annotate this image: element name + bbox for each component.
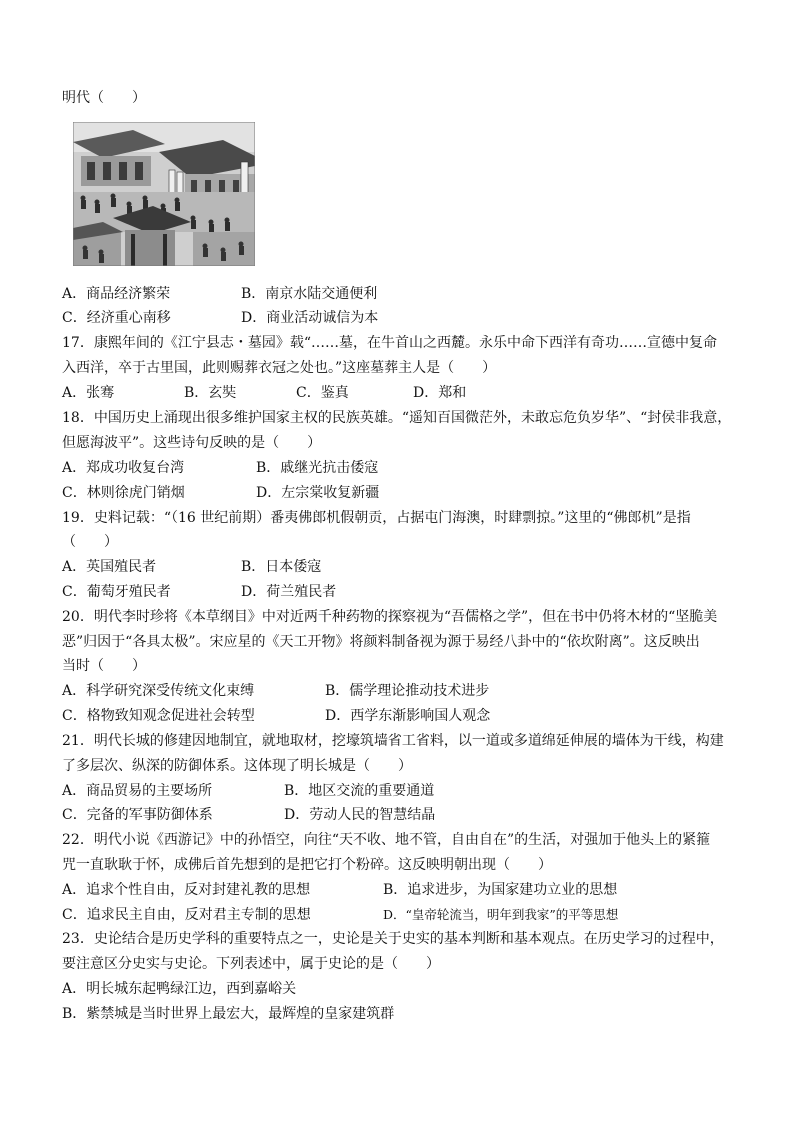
- intro-text: 明代（ ）: [62, 90, 146, 106]
- q20-stem-line2: 恶”归因于“各具太极”。宋应星的《天工开物》将颜料制备视为源于易经八卦中的“依坎附离”。这反映出: [62, 634, 700, 650]
- q16-option-a: A．商品经济繁荣: [62, 286, 171, 302]
- q23-stem-line1: 23．史论结合是历史学科的重要特点之一，史论是关于史实的基本判断和基本观点。在历史学习的过程中，: [62, 931, 724, 947]
- q22-stem-line2: 咒一直耿耿于怀，成佛后首先想到的是把它打个粉碎。这反映明朝出现（ ）: [62, 857, 552, 873]
- ming-market-painting: [73, 122, 255, 266]
- q22-option-a: A．追求个性自由，反对封建礼教的思想: [62, 882, 311, 898]
- q20-option-c: C．格物致知观念促进社会转型: [62, 708, 255, 724]
- q17-option-d: D．郑和: [413, 385, 467, 401]
- q18-option-b: B．戚继光抗击倭寇: [256, 460, 379, 476]
- q17-stem-line1: 17．康熙年间的《江宁县志・墓园》载“……墓，在牛首山之西麓。永乐中命下西洋有奇功……宣德中复命: [62, 335, 717, 351]
- q18-stem-line1: 18．中国历史上涌现出很多维护国家主权的民族英雄。“遥知百国微茫外，未敢忘危负岁华”、“封侯非我意，: [62, 410, 732, 426]
- q17-stem-line2: 入西洋，卒于古里国，此则赐葬衣冠之处也。”这座墓葬主人是（ ）: [62, 360, 497, 376]
- q17-option-b: B．玄奘: [184, 385, 237, 401]
- q18-option-d: D．左宗棠收复新疆: [256, 485, 380, 501]
- q21-option-d: D．劳动人民的智慧结晶: [284, 807, 436, 823]
- q22-option-d: D．“皇帝轮流当，明年到我家”的平等思想: [383, 907, 619, 922]
- q21-option-b: B．地区交流的重要通道: [284, 783, 435, 799]
- q21-option-c: C．完备的军事防御体系: [62, 807, 213, 823]
- q18-stem-line2: 但愿海波平”。这些诗句反映的是（ ）: [62, 435, 322, 451]
- q17-option-c: C．鉴真: [296, 385, 349, 401]
- q19-option-b: B．日本倭寇: [241, 559, 322, 575]
- q22-stem-line1: 22．明代小说《西游记》中的孙悟空，向往“天不收、地不管，自由自在”的生活，对强加于他头上的紧箍: [62, 832, 711, 848]
- q16-option-d: D．商业活动诚信为本: [241, 310, 379, 326]
- q23-option-b: B．紫禁城是当时世界上最宏大，最辉煌的皇家建筑群: [62, 1006, 395, 1022]
- q17-option-a: A．张骞: [62, 385, 115, 401]
- q22-option-c: C．追求民主自由，反对君主专制的思想: [62, 907, 311, 923]
- q21-stem-line2: 了多层次、纵深的防御体系。这体现了明长城是（ ）: [62, 758, 412, 774]
- q20-stem-line3: 当时（ ）: [62, 658, 146, 674]
- q19-option-c: C．葡萄牙殖民者: [62, 584, 171, 600]
- q20-option-a: A．科学研究深受传统文化束缚: [62, 683, 255, 699]
- q19-stem-line2: （ ）: [62, 534, 118, 550]
- q21-stem-line1: 21．明代长城的修建因地制宜，就地取材，挖壕筑墙省工省料，以一道或多道绵延伸展的墙体为干线，构建: [62, 733, 724, 749]
- q20-option-b: B．儒学理论推动技术进步: [325, 683, 490, 699]
- q19-option-d: D．荷兰殖民者: [241, 584, 337, 600]
- q23-stem-line2: 要注意区分史实与史论。下列表述中，属于史论的是（ ）: [62, 956, 440, 972]
- q22-option-b: B．追求进步，为国家建功立业的思想: [383, 882, 618, 898]
- q19-option-a: A．英国殖民者: [62, 559, 157, 575]
- q18-option-c: C．林则徐虎门销烟: [62, 485, 185, 501]
- q20-stem-line1: 20．明代李时珍将《本草纲目》中对近两千种药物的探察视为“吾儒格之学”，但在书中仍将木材的“坚脆美: [62, 609, 718, 625]
- q21-option-a: A．商品贸易的主要场所: [62, 783, 213, 799]
- q16-option-b: B．南京水陆交通便利: [241, 286, 378, 302]
- q19-stem-line1: 19．史料记载：“（16 世纪前期）番夷佛郎机假朝贡，占据屯门海澳，时肆剽掠。”这里的“佛郎机”是指: [62, 510, 691, 526]
- q20-option-d: D．西学东渐影响国人观念: [325, 708, 491, 724]
- q23-option-a: A．明长城东起鸭绿江边，西到嘉峪关: [62, 981, 297, 997]
- q18-option-a: A．郑成功收复台湾: [62, 460, 185, 476]
- q16-option-c: C．经济重心南移: [62, 310, 171, 326]
